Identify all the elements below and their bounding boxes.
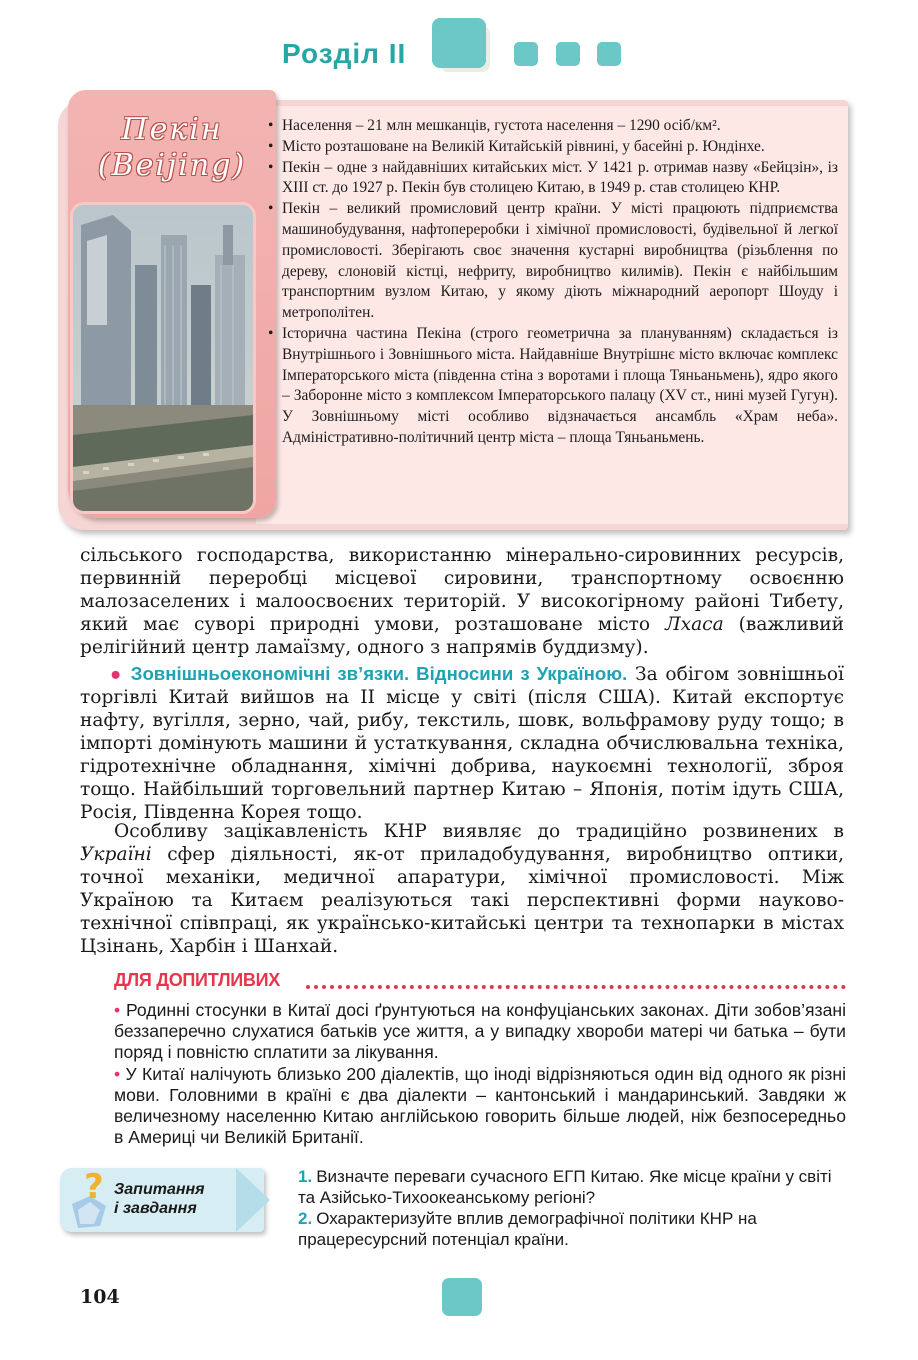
question-item: 2. Охарактеризуйте вплив демографічної політики КНР на працересурсний потенціал країни.: [298, 1209, 757, 1249]
beijing-skyline-image: [73, 205, 253, 511]
section-heading-foreign-trade: Зовнішньоекономічні зв’язки. Відносини з Україною.: [130, 663, 628, 684]
question-item: 1. Визначте переваги сучасного ЕГП Китаю. Яке місце країни у світі та Азійсько-Тихоокеанському регіоні?: [298, 1167, 832, 1207]
decor-square-large: [432, 18, 486, 68]
city-fact: • Історична частина Пекіна (строго геометрична за плануванням) складається із Внутрішнього і Зовнішнього міста. Найдавніше Внутрішнє місто включає комплекс Імператорського міста (південна стіна з воротами і площа Тяньаньмень), ядро якого – Заборонне місто з комплексом Імператорського палацу (XV ст., нині музей Гугун). У Зовнішньому місті особливо відзначається ансамбль «Храм неба». Адміністративно-політичний центр міста – площа Тяньаньмень.: [266, 324, 838, 449]
curious-dotted-rule: [306, 985, 846, 989]
beijing-photo: [70, 202, 256, 514]
city-fact: • Населення – 21 млн мешканців, густота населення – 1290 осіб/км².: [266, 116, 838, 137]
bullet-dot: ●: [110, 663, 124, 684]
city-fact: • Місто розташоване на Великій Китайській рівнині, у басейні р. Юндінхе.: [266, 137, 838, 158]
body-paragraph-1: сільського господарства, використанню мінерально-сировинних ресурсів, первинній переробці місцевої сировини, транспортному освоєнню малозаселених і малоосвоєних територій. У високогірному районі Тибету, який має суворі природні умови, розташоване місто Лхаса (важливий релігійний центр ламаїзму, одного з напрямів буддизму).: [80, 545, 844, 658]
body-paragraph-3: Особливу зацікавленість КНР виявляє до традиційно розвинених в Україні сфер діяльності, як-от приладобудування, виробництво оптики, точної механіки, медичної апаратури, хімічної промисловості. Між Україною та Китаєм реалізуються такі перспективні форми науково-технічної співпраці, як українсько-китайські центри та технопарки в містах Цзінань, Харбін і Шанхай.: [80, 821, 844, 957]
city-fact: • Пекін – одне з найдавніших китайських міст. У 1421 р. отримав назву «Бейцзін», із XIII ст. до 1927 р. Пекін був столицею Китаю, в 1949 р. став столицею КНР.: [266, 158, 838, 200]
city-title: [72, 112, 272, 184]
question-mark-icon: [64, 1166, 114, 1232]
city-name-lhasa: Лхаса: [665, 614, 724, 635]
city-facts-list: [266, 116, 838, 449]
city-title-en: (Beijing): [97, 148, 247, 183]
decor-square: [514, 42, 538, 66]
svg-text:?: ?: [84, 1167, 104, 1207]
page-number: 104: [80, 1286, 120, 1308]
questions-badge-fold: [236, 1168, 270, 1232]
body-paragraph-2: ● Зовнішньоекономічні зв’язки. Відносини з Україною. За обігом зовнішньої торгівлі Китай вийшов на II місце у світі (після США). Китай експортує нафту, вугілля, зерно, чай, рибу, текстиль, шовк, вольфрамову руду тощо; в імпорті домінують машини й устаткування, складна обчислювальна техніка, гідротехнічне обладнання, хімічні добрива, наукоємні технології, зброя тощо. Найбільший торговельний партнер Китаю – Японія, потім ідуть США, Росія, Південна Корея тощо.: [80, 663, 844, 823]
curious-heading: ДЛЯ ДОПИТЛИВИХ: [114, 970, 280, 990]
city-title-ua: Пекін: [121, 112, 223, 147]
curious-item-1: • Родинні стосунки в Китаї досі ґрунтуються на конфуціанських законах. Діти зобов’язані беззаперечно слухатися батьків усе життя, а у випадку хвороби матері чи батька – бути поряд і повністю сплатити за лікування.: [114, 1000, 846, 1062]
city-fact: • Пекін – великий промисловий центр країни. У місті працюють підприємства машинобудування, нафтопереробки і хімічної промисловості, будівельної й легкої промисловості. Зберігають своє значення кустарні виробництва (різьблення по дереву, слоновій кістці, нефриту, виробництво килимів). Пекін є найбільшим транспортним вузлом Китаю, у якому діють міжнародний аеропорт Шоуду і метрополітен.: [266, 199, 838, 324]
bullet-dot: •: [114, 1000, 121, 1020]
decor-square-footer: [442, 1278, 482, 1316]
curious-item-2: • У Китаї налічують близько 200 діалектів, що іноді відрізняються один від одного як різні мови. Головними в країні є два діалекти – кантонський і мандаринський. Завдяки ж величезному населенню Китаю англійською говорить більше людей, ніж безпосередньо в Америці чи Великій Британії.: [114, 1064, 846, 1147]
section-title: Розділ II: [282, 38, 407, 69]
questions-list: [298, 1166, 846, 1250]
questions-label: Запитання і завдання: [114, 1181, 205, 1217]
decor-square: [597, 42, 621, 66]
bullet-dot: •: [114, 1064, 121, 1084]
country-name-ukraine: Україні: [80, 844, 152, 865]
decor-square: [556, 42, 580, 66]
